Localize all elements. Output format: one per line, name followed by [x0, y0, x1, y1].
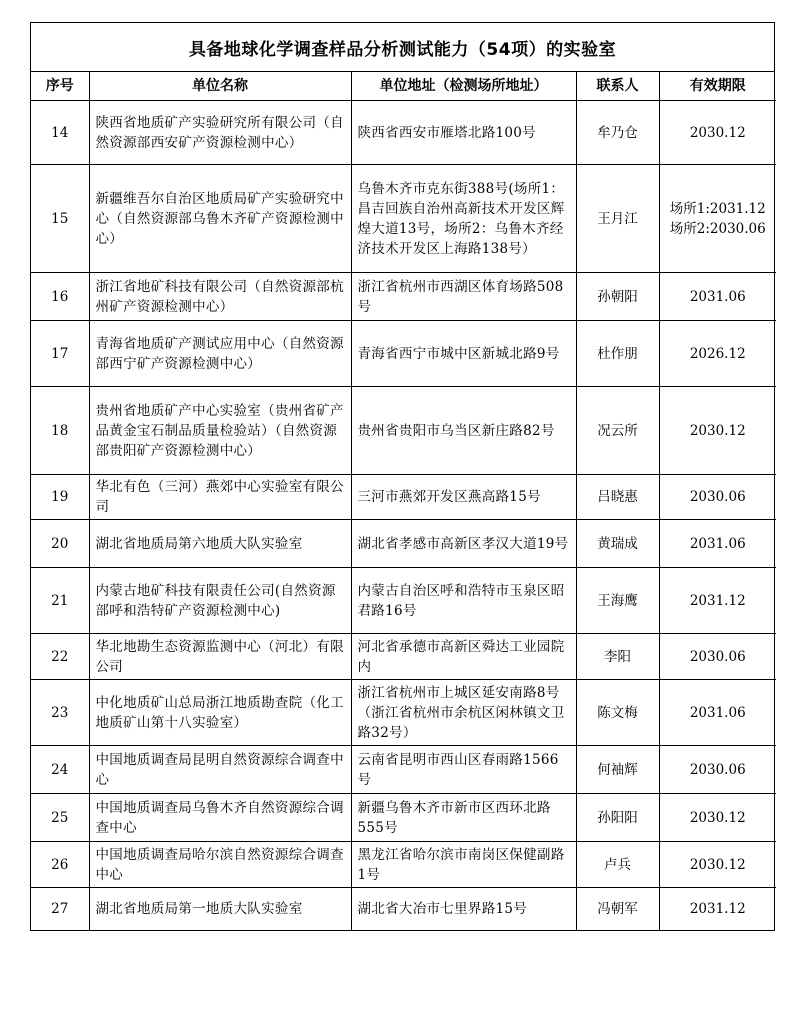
contact-person: 孙阳阳 — [576, 794, 659, 842]
contact-person: 杜作朋 — [576, 321, 659, 387]
validity-period — [659, 794, 776, 842]
validity-date: 2030.06 — [689, 648, 746, 665]
validity-period — [659, 165, 776, 273]
header-address: 单位地址（检测场所地址） — [351, 72, 576, 101]
unit-address: 黑龙江省哈尔滨市南岗区保健副路1号 — [351, 842, 576, 888]
contact-person: 陈文梅 — [576, 680, 659, 746]
table-row — [31, 746, 776, 794]
validity-period — [659, 746, 776, 794]
table-row — [31, 387, 776, 475]
unit-name: 中国地质调查局乌鲁木齐自然资源综合调查中心 — [89, 794, 351, 842]
row-number: 24 — [31, 746, 89, 794]
contact-person: 况云所 — [576, 387, 659, 475]
row-number: 19 — [31, 475, 89, 520]
unit-name: 华北有色（三河）燕郊中心实验室有限公司 — [89, 475, 351, 520]
table-header-row — [31, 72, 776, 101]
table-row — [31, 520, 776, 568]
unit-address: 青海省西宁市城中区新城北路9号 — [351, 321, 576, 387]
unit-name: 中国地质调查局昆明自然资源综合调查中心 — [89, 746, 351, 794]
validity-period — [659, 680, 776, 746]
table-row — [31, 888, 776, 930]
unit-name: 陕西省地质矿产实验研究所有限公司（自然资源部西安矿产资源检测中心） — [89, 101, 351, 165]
validity-period — [659, 475, 776, 520]
unit-address: 三河市燕郊开发区燕高路15号 — [351, 475, 576, 520]
unit-address: 河北省承德市高新区舜达工业园院内 — [351, 634, 576, 680]
unit-address: 云南省昆明市西山区春雨路1566号 — [351, 746, 576, 794]
table-row — [31, 321, 776, 387]
lab-table — [31, 72, 776, 930]
validity-date: 2030.12 — [689, 422, 746, 439]
contact-person: 黄瑞成 — [576, 520, 659, 568]
contact-person: 孙朝阳 — [576, 273, 659, 321]
contact-person: 牟乃仓 — [576, 101, 659, 165]
validity-date: 2031.12 — [689, 592, 746, 609]
contact-person: 李阳 — [576, 634, 659, 680]
unit-address: 乌鲁木齐市克东街388号(场所1：昌吉回族自治州高新技术开发区辉煌大道13号，场所2：乌鲁木齐经济技术开发区上海路138号） — [351, 165, 576, 273]
validity-date: 2031.06 — [689, 535, 746, 552]
row-number: 16 — [31, 273, 89, 321]
validity-date: 2031.06 — [689, 704, 746, 721]
table-row — [31, 475, 776, 520]
row-number: 14 — [31, 101, 89, 165]
unit-name: 贵州省地质矿产中心实验室（贵州省矿产品黄金宝石制品质量检验站）（自然资源部贵阳矿产资源检测中心） — [89, 387, 351, 475]
header-no: 序号 — [31, 72, 89, 101]
unit-address: 浙江省杭州市西湖区体育场路508号 — [351, 273, 576, 321]
unit-name: 新疆维吾尔自治区地质局矿产实验研究中心（自然资源部乌鲁木齐矿产资源检测中心） — [89, 165, 351, 273]
validity-period — [659, 273, 776, 321]
validity-period — [659, 101, 776, 165]
contact-person: 王海鹰 — [576, 568, 659, 634]
contact-person: 吕晓惠 — [576, 475, 659, 520]
validity-date: 2030.12 — [689, 809, 746, 826]
validity-date: 2026.12 — [689, 345, 746, 362]
validity-date: 场所2:2030.06 — [669, 220, 766, 237]
validity-date: 2030.06 — [689, 489, 746, 505]
contact-person: 卢兵 — [576, 842, 659, 888]
unit-name: 湖北省地质局第一地质大队实验室 — [89, 888, 351, 930]
validity-date: 场所1:2031.12 — [669, 200, 766, 217]
unit-address: 湖北省大冶市七里界路15号 — [351, 888, 576, 930]
unit-address: 湖北省孝感市高新区孝汉大道19号 — [351, 520, 576, 568]
unit-name: 浙江省地矿科技有限公司（自然资源部杭州矿产资源检测中心） — [89, 273, 351, 321]
contact-person: 何袖辉 — [576, 746, 659, 794]
row-number: 22 — [31, 634, 89, 680]
row-number: 27 — [31, 888, 89, 930]
validity-date: 2030.12 — [689, 124, 746, 141]
unit-name: 中化地质矿山总局浙江地质勘查院（化工地质矿山第十八实验室） — [89, 680, 351, 746]
validity-date: 2031.06 — [689, 288, 746, 305]
row-number: 26 — [31, 842, 89, 888]
validity-date: 2030.12 — [689, 856, 746, 873]
unit-address: 新疆乌鲁木齐市新市区西环北路555号 — [351, 794, 576, 842]
validity-period — [659, 888, 776, 930]
contact-person: 王月江 — [576, 165, 659, 273]
unit-name: 湖北省地质局第六地质大队实验室 — [89, 520, 351, 568]
table-row — [31, 165, 776, 273]
row-number: 25 — [31, 794, 89, 842]
lab-list-document — [30, 22, 775, 931]
table-body — [31, 101, 776, 930]
unit-address: 浙江省杭州市上城区延安南路8号（浙江省杭州市余杭区闲林镇文卫路32号） — [351, 680, 576, 746]
table-row — [31, 101, 776, 165]
row-number: 20 — [31, 520, 89, 568]
unit-address: 贵州省贵阳市乌当区新庄路82号 — [351, 387, 576, 475]
table-row — [31, 273, 776, 321]
table-row — [31, 568, 776, 634]
contact-person: 冯朝军 — [576, 888, 659, 930]
validity-period — [659, 321, 776, 387]
validity-date: 2030.06 — [689, 761, 746, 778]
validity-period — [659, 387, 776, 475]
header-name: 单位名称 — [89, 72, 351, 101]
validity-period — [659, 568, 776, 634]
header-contact: 联系人 — [576, 72, 659, 101]
row-number: 15 — [31, 165, 89, 273]
table-row — [31, 794, 776, 842]
validity-period — [659, 842, 776, 888]
validity-date: 2031.12 — [689, 900, 746, 917]
unit-name: 内蒙古地矿科技有限责任公司(自然资源部呼和浩特矿产资源检测中心) — [89, 568, 351, 634]
row-number: 23 — [31, 680, 89, 746]
table-row — [31, 634, 776, 680]
table-row — [31, 842, 776, 888]
validity-period — [659, 520, 776, 568]
row-number: 18 — [31, 387, 89, 475]
unit-name: 华北地勘生态资源监测中心（河北）有限公司 — [89, 634, 351, 680]
validity-period — [659, 634, 776, 680]
row-number: 17 — [31, 321, 89, 387]
unit-address: 内蒙古自治区呼和浩特市玉泉区昭君路16号 — [351, 568, 576, 634]
document-title: 具备地球化学调查样品分析测试能力（54项）的实验室 — [31, 23, 774, 72]
unit-name: 青海省地质矿产测试应用中心（自然资源部西宁矿产资源检测中心） — [89, 321, 351, 387]
row-number: 21 — [31, 568, 89, 634]
unit-name: 中国地质调查局哈尔滨自然资源综合调查中心 — [89, 842, 351, 888]
unit-address: 陕西省西安市雁塔北路100号 — [351, 101, 576, 165]
table-row — [31, 680, 776, 746]
header-validity: 有效期限 — [659, 72, 776, 101]
